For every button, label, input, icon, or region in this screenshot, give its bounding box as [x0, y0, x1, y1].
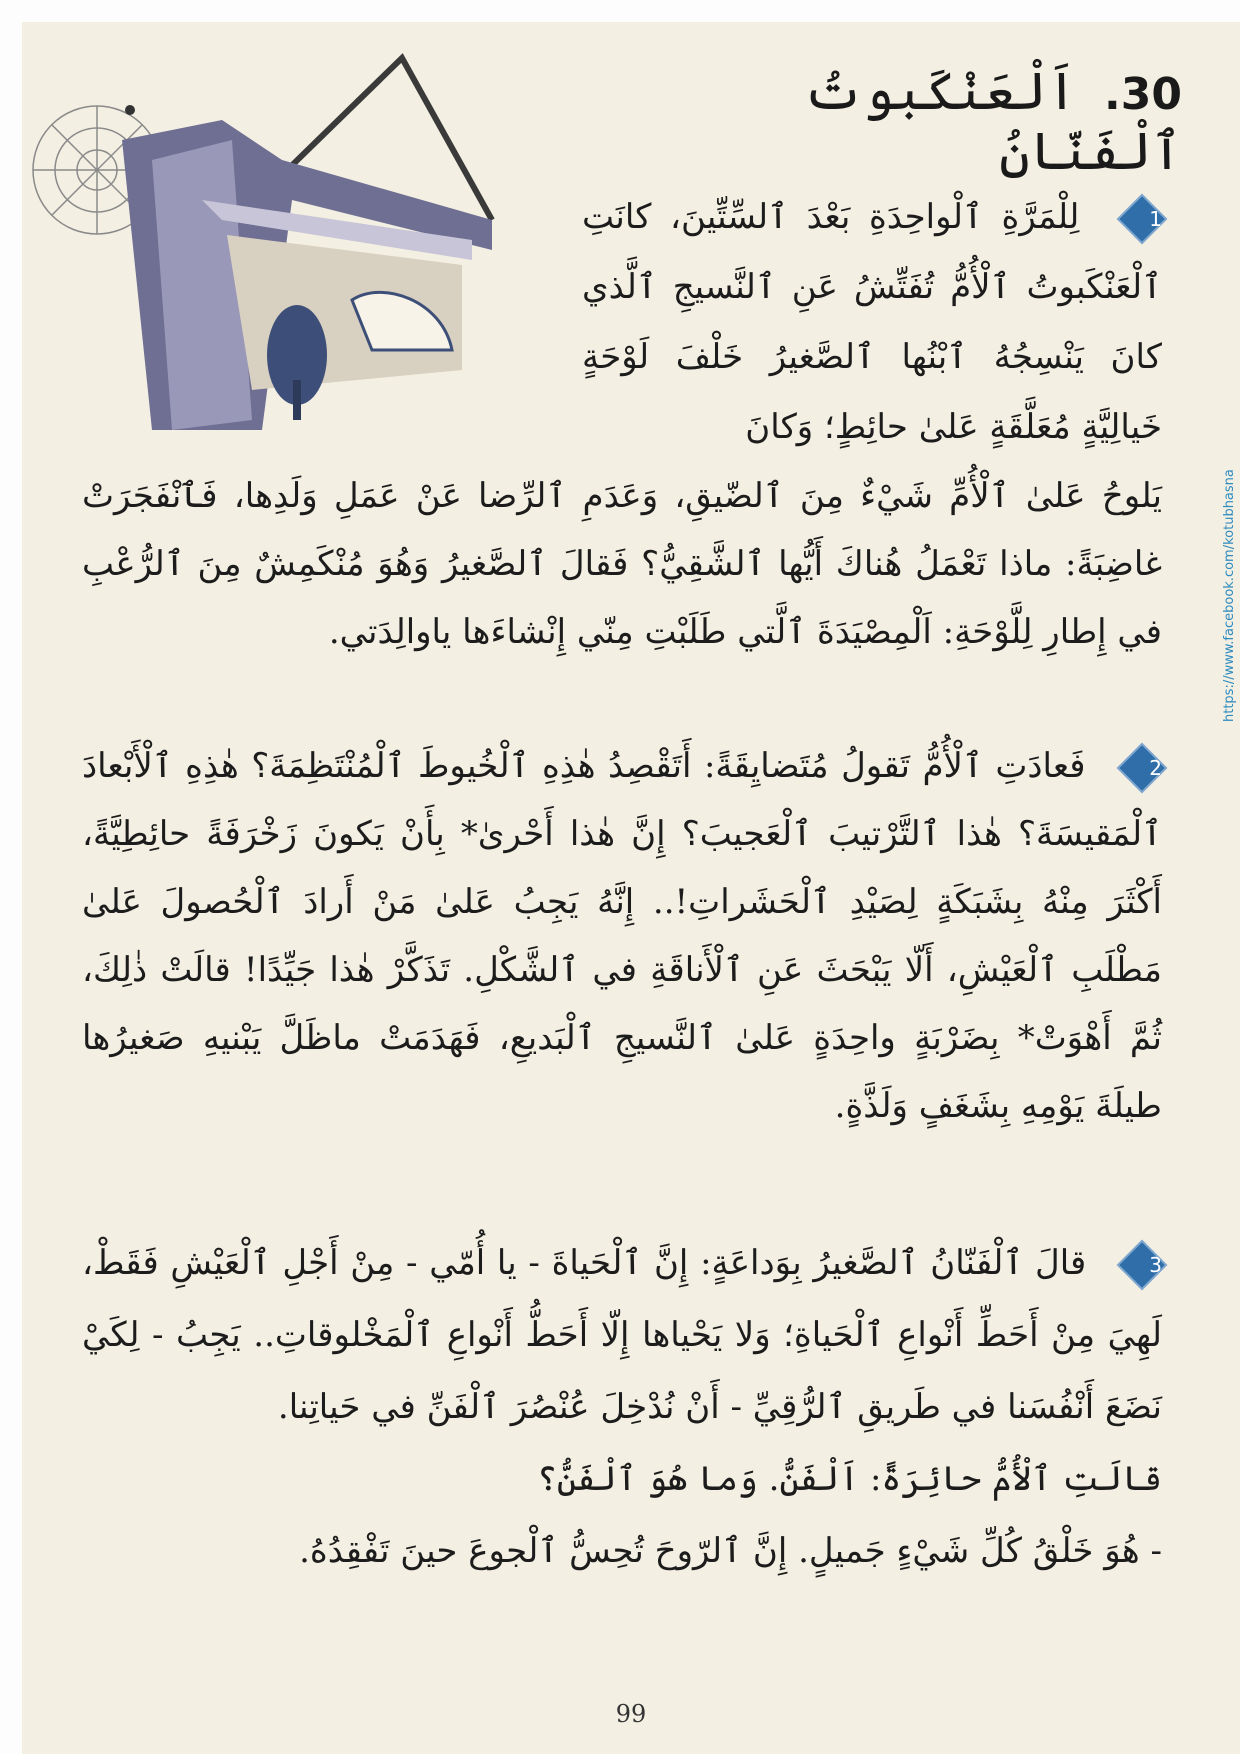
book-page [22, 22, 1240, 1754]
paragraph-3-line-1: قالَ ٱلْفَنّانُ ٱلصَّغيرُ بِوَداعَةٍ: إِنَّ ٱلْحَياةَ - يا أُمّي - مِنْ أَجْلِ ٱلْعَيْشِ فَقَطْ، لَهِيَ مِنْ أَحَطِّ أَنْواعِ ٱلْحَياةِ؛ وَلا يَحْياها إِلّا أَحَطُّ أَنْواعِ ٱلْمَخْلوقاتِ.. يَجِبُ - لِكَيْ نَضَعَ أَنْفُسَنا في طَريقِ ٱلرُّقِيِّ - أَنْ نُدْخِلَ عُنْصُرَ ٱلْفَنِّ في حَياتِنا. [82, 1243, 1162, 1427]
paragraph-2 [82, 732, 1162, 1140]
paragraph-3 [82, 1227, 1162, 1587]
paragraph-1-continued: يَلوحُ عَلىٰ ٱلْأُمِّ شَيْءٌ مِنَ ٱلضّيقِ، وَعَدَمِ ٱلرِّضا عَنْ عَمَلِ وَلَدِها، فَٱنْفَجَرَتْ غاضِبَةً: ماذا تَعْمَلُ هُناكَ أَيُّها ٱلشَّقِيُّ؟ فَقالَ ٱلصَّغيرُ وَهُوَ مُنْكَمِشٌ مِنَ ٱلرُّعْبِ في إِطارِ لِلَّوْحَةِ: اَلْمِصْيَدَةَ ٱلَّتي طَلَبْتِ مِنّي إِنْشاءَها ياوالِدَتي. [82, 476, 1162, 652]
spider-web-frame-illustration [22, 50, 542, 470]
spider-icon [125, 105, 135, 115]
paragraph-1-top-text: لِلْمَرَّةِ ٱلْواحِدَةِ بَعْدَ ٱلسِّتِّينَ، كانَتِ ٱلْعَنْكَبوتُ ٱلْأُمُّ تُفَتِّشُ عَنِ ٱلنَّسيجِ ٱلَّذي كانَ يَنْسِجُهُ ٱبْنُها ٱلصَّغيرُ خَلْفَ لَوْحَةٍ خَيالِيَّةٍ مُعَلَّقَةٍ عَلىٰ حائِطٍ؛ وَكانَ [582, 197, 1162, 447]
paragraph-3-line-3: - هُوَ خَلْقُ كُلِّ شَيْءٍ جَميلٍ. إِنَّ ٱلرّوحَ تُحِسُّ ٱلْجوعَ حينَ تَفْقِدُهُ. [299, 1531, 1162, 1571]
paragraph-marker-3: 3 [1122, 1245, 1162, 1285]
lesson-number: 30. [1104, 69, 1182, 120]
page-number: 99 [615, 1700, 647, 1728]
paragraph-1-intro [582, 182, 1162, 462]
paragraph-2-text: فَعادَتِ ٱلْأُمُّ تَقولُ مُتَضايِقَةً: أَتَقْصِدُ هٰذِهِ ٱلْخُيوطَ ٱلْمُنْتَظِمَةَ؟ هٰذِهِ ٱلْأَبْعادَ ٱلْمَقيسَةَ؟ هٰذا ٱلتَّرْتيبَ ٱلْعَجيبَ؟ إِنَّ هٰذا أَحْرىٰ* بِأَنْ يَكونَ زَخْرَفَةً حائِطِيَّةً، أَكْثَرَ مِنْهُ بِشَبَكَةٍ لِصَيْدِ ٱلْحَشَراتِ!.. إِنَّهُ يَجِبُ عَلىٰ مَنْ أَرادَ ٱلْحُصولَ عَلىٰ مَطْلَبِ ٱلْعَيْشِ، أَلّا يَبْحَثَ عَنِ ٱلْأَناقَةِ في ٱلشَّكْلِ. تَذَكَّرْ هٰذا جَيِّدًا! قالَتْ ذٰلِكَ، ثُمَّ أَهْوَتْ* بِضَرْبَةٍ واحِدَةٍ عَلىٰ ٱلنَّسيجِ ٱلْبَديعِ، فَهَدَمَتْ ماظَلَّ يَبْنيهِ صَغيرُها طيلَةَ يَوْمِهِ بِشَغَفٍ وَلَذَّةٍ. [82, 746, 1162, 1126]
lesson-title-text: اَلْعَنْكَبوتُ ٱلْفَنّانُ [802, 62, 1182, 182]
paragraph-marker-2: 2 [1122, 748, 1162, 788]
watermark-url: https://www.facebook.com/kotubhasna [1222, 469, 1237, 722]
paragraph-3-line-2: قالَتِ ٱلْأُمُّ حائِرَةً: اَلْفَنُّ. وَما هُوَ ٱلْفَنُّ؟ [537, 1459, 1162, 1499]
paragraph-marker-1: 1 [1122, 199, 1162, 239]
lesson-title [622, 62, 1182, 182]
